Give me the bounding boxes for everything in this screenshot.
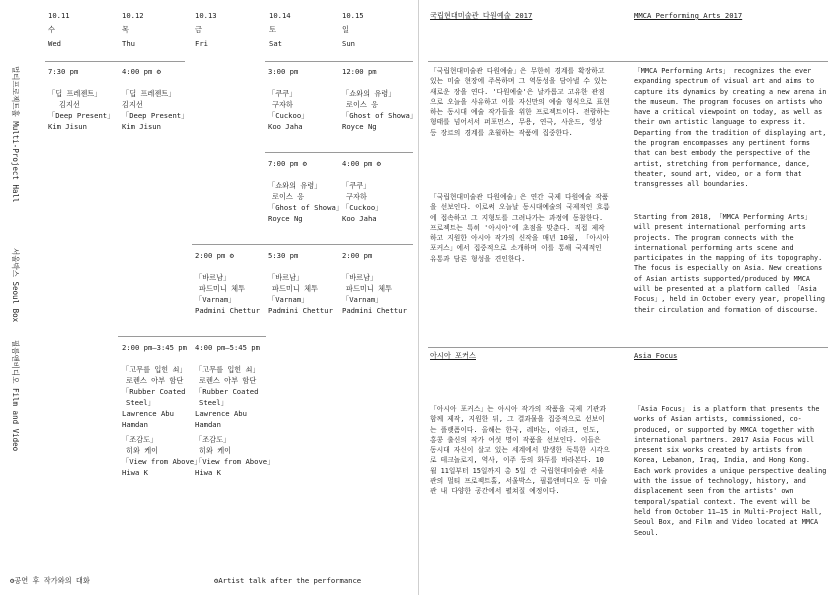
event-title-en: 「Varnam」 [195,295,236,304]
event-title-en: 「Varnam」 [342,295,383,304]
event-title-en: 「Cuckoo」 [342,203,383,212]
event-time: 4:00 pm ⚙ [342,159,381,168]
heading-en: MMCA Performing Arts 2017 [634,11,743,20]
event-artist-ko: 파드미니 체투 [346,284,392,293]
second-paragraph-en: Starting from 2018, 「MMCA Performing Arts」 will present international performing arts projects. The program connects with the international performing arts scene and participates in the mapping of its topography. The focus is especially on Asia. New creations of Asian artists supported/produced by MMCA will be presented at a platform called 「Asia Focus」, held in October every year, propelling their circulation and formation of discourse. [634,213,825,314]
event-title-en: 「Ghost of Showa」 [342,111,417,120]
event-time: 4:00 pm–5:45 pm [195,343,260,352]
event-time: 5:30 pm [268,251,299,260]
event-title-ko: 「쿠쿠」 [268,89,297,98]
day-header-2 [122,10,144,49]
event-title-en: 「Ghost of Showa」 [268,203,343,212]
day-date: 10.11 [48,11,70,20]
intro-paragraph-ko: 「국립현대미술관 다원예술」은 무한히 경계를 확장하고 있는 미술 현장에 주목하며 그 역동성을 담아낼 수 있는 새로운 장을 연다. '다원예술'은 날카롭고 고유한 관점으로 오늘을 사유하고 이를 자신만의 예술 형식으로 표현하는 동시대 예술 작가들을 위한 프로젝트이다. 전람하는 형태를 넘어서서 퍼포먼스, 무용, 연극, 사운드, 영상 등 장르의 경계를 초월하는 작품에 집중한다. [430,67,610,137]
day-ko: 금 [195,25,202,34]
event-title-en-cont: Steel」 [126,398,155,407]
event-artist-ko: 히와 케이 [199,446,232,455]
event-mph-sat [268,66,308,132]
intro-paragraph-en: 「MMCA Performing Arts」 recognizes the ever expanding spectrum of visual art and aims to capture its dynamics by creating a new arena in the museum. The program focuses on artists who have a critical viewpoint on today, as well as their own artistic language to express it. Departing from the tradition of displaying art, the program encompasses any pertinent forms that can best embody the perspective of the artist, stretching from performance, dance, theater, sound art, video, or a form that transgresses all boundaries. [634,67,827,189]
event-artist-ko: 로이스 응 [346,100,379,109]
day-en: Sat [269,39,282,48]
event-title-en: 「View from Above」 [195,457,275,466]
event-artist-en: Hiwa K [195,468,221,477]
rule [428,347,828,348]
day-header-5 [342,10,364,49]
event-title-ko: 「바르남」 [195,273,231,282]
event-artist-ko: 파드미니 체투 [199,284,245,293]
event-artist-en: Lawrence Abu [122,409,174,418]
event-artist-ko: 파드미니 체투 [272,284,318,293]
event-time: 2:00 pm ⚙ [195,251,234,260]
day-header-1 [48,10,70,49]
day-date: 10.13 [195,11,217,20]
event-artist-en: Lawrence Abu [195,409,247,418]
event-seoulbox-sun [342,250,407,316]
rule [192,244,413,245]
event-title-en: 「View from Above」 [122,457,202,466]
asia-focus-paragraph-en: 「Asia Focus」 is a platform that presents the works of Asian artists, commissioned, co-produced, or supported by MMCA together with international partners. 2017 Asia Focus will present six works created by artists from Korea, Lebanon, Iraq, India, and Hong Kong. Each work provides a unique perspective dealing with the issue of technology, history, and displacement seen from the artists' own temporal/spatial context. The event will be held from October 11–15 in Multi-Project Hall, Seoul Box, and Film and Video located at MMCA Seoul. [634,405,827,537]
day-en: Thu [122,39,135,48]
event-artist-en: Kim Jisun [122,122,161,131]
event-artist-ko: 구자하 [272,100,293,109]
event-seoulbox-sat [268,250,333,316]
event-time: 3:00 pm [268,67,299,76]
event-mph-thu [122,66,188,132]
event-artist-ko: 구자하 [346,192,367,201]
event-artist-en: Koo Jaha [268,122,303,131]
second-paragraph-ko: 「국립현대미술관 다원예술」은 연간 국제 다원예술 작품을 선보인다. 이로써 오늘날 동시대예술의 국제적인 흐름에 접속하고 그 지형도를 그려나가는 과정에 동참한다. 프로젝트는 특히 '아시아'에 초점을 맞춘다. 직접 제작하고 지원한 아시아 작가의 신작을 매년 10월, 「아시아 포커스」에서 집중적으로 소개하며 이를 통해 국제적인 유통과 담론 형성을 견인한다. [430,193,610,263]
event-artist-en: Royce Ng [268,214,303,223]
page-divider [418,0,419,595]
event-title-en: 「Cuckoo」 [268,111,309,120]
event-title-ko: 「쇼와의 유령」 [268,181,322,190]
event-title-ko: 「딥 프레젠트」 [48,89,102,98]
event-artist-en: Padmini Chettur [342,306,407,315]
event-title-ko: 「고무를 입힌 쇠」 [122,365,187,374]
event-title-ko: 「조감도」 [122,435,158,444]
heading-ko: 국립현대미술관 다원예술 2017 [430,11,533,20]
event-title-ko: 「쿠쿠」 [342,181,371,190]
event-artist-ko: 히와 케이 [126,446,159,455]
event-time: 7:00 pm ⚙ [268,159,307,168]
venue-label-seoul-box: 서울박스 Seoul Box [11,248,20,323]
event-time: 12:00 pm [342,67,377,76]
event-artist-ko: 김지선 [59,100,80,109]
event-time: 2:00 pm [342,251,373,260]
day-date: 10.12 [122,11,144,20]
day-ko: 목 [122,25,129,34]
event-film-fri [195,342,274,478]
event-artist-en: Kim Jisun [48,122,87,131]
day-date: 10.15 [342,11,364,20]
event-mph-sat-2 [268,158,343,224]
event-artist-ko: 로렌스 아부 함단 [126,376,184,385]
event-artist-ko: 로이스 응 [272,192,305,201]
day-en: Wed [48,39,61,48]
asia-focus-heading-en: Asia Focus [634,351,678,360]
venue-label-multi-project-hall: 멀티프로젝트홀 Multi-Project Hall [11,66,20,203]
day-header-4 [269,10,291,49]
event-artist-en: Koo Jaha [342,214,377,223]
event-time: 7:30 pm [48,67,79,76]
rule [45,61,185,62]
venue-label-film-video: 필름앤비디오 Film and Video [11,340,20,452]
event-title-ko: 「쇼와의 유령」 [342,89,396,98]
rule [265,61,413,62]
day-ko: 일 [342,25,349,34]
event-time: 4:00 pm ⚙ [122,67,161,76]
event-title-en: 「Varnam」 [268,295,309,304]
event-seoulbox-fri [195,250,260,316]
event-film-thu [122,342,201,478]
event-title-en: 「Rubber Coated [195,387,259,396]
event-artist-en: Hiwa K [122,468,148,477]
day-date: 10.14 [269,11,291,20]
event-artist-en: Padmini Chettur [195,306,260,315]
event-artist-en: Padmini Chettur [268,306,333,315]
asia-focus-heading-ko: 아시아 포커스 [430,351,476,360]
event-artist-en: Royce Ng [342,122,377,131]
event-mph-sun-2 [342,158,382,224]
rule [265,152,413,153]
event-title-en: 「Deep Present」 [48,111,115,120]
footnote-ko: ⚙공연 후 작가와의 대화 [10,576,90,585]
day-header-3 [195,10,217,49]
event-title-ko: 「바르남」 [268,273,304,282]
day-en: Sun [342,39,355,48]
event-title-en-cont: Steel」 [199,398,228,407]
event-artist-en-cont: Hamdan [195,420,221,429]
footnote-en: ⚙Artist talk after the performance [214,576,362,585]
event-title-ko: 「조감도」 [195,435,231,444]
event-artist-ko: 로렌스 아부 함단 [199,376,257,385]
event-title-ko: 「고무를 입힌 쇠」 [195,365,260,374]
day-ko: 토 [269,25,276,34]
event-title-en: 「Deep Present」 [122,111,189,120]
day-ko: 수 [48,25,55,34]
event-artist-ko: 김지선 [122,100,143,109]
event-mph-wed [48,66,114,132]
event-title-ko: 「바르남」 [342,273,378,282]
event-time: 2:00 pm–3:45 pm [122,343,187,352]
rule [428,61,828,62]
rule [118,336,266,337]
event-artist-en-cont: Hamdan [122,420,148,429]
day-en: Fri [195,39,208,48]
event-mph-sun [342,66,417,132]
event-title-en: 「Rubber Coated [122,387,186,396]
asia-focus-paragraph-ko: 「아시아 포커스」는 아시아 작가의 작품을 국제 기관과 함께 제작, 지원한 뒤, 그 결과물을 집중적으로 선보이는 플랫폼이다. 올해는 한국, 레바논, 이라크, 인도, 홍콩 출신의 작가 여섯 명이 작품을 선보인다. 이들은 동시대 자신이 살고 있는 세계에서 발생한 독특한 시각으로 테크놀로지, 역사, 이주 등의 화두를 바라본다. 10월 11일부터 15일까지 총 5일 간 국립현대미술관 서울관의 멀티 프로젝트홀, 서울박스, 필름앤비디오 등 미술관 내 다양한 공간에서 펼쳐질 예정이다. [430,405,610,496]
event-title-ko: 「딥 프레젠트」 [122,89,176,98]
